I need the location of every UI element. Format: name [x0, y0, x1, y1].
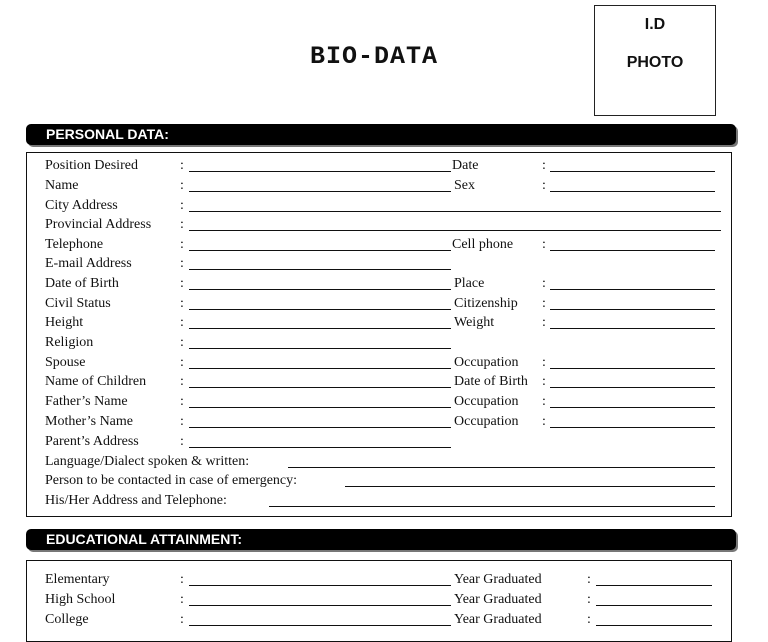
row-emergency-contact — [45, 471, 725, 491]
label-children-date-of-birth: Date of Birth — [454, 374, 528, 389]
photo-label-photo: PHOTO — [626, 54, 684, 71]
colon: : — [180, 178, 184, 193]
colon: : — [542, 374, 546, 389]
row-language — [45, 452, 725, 472]
colon: : — [587, 612, 591, 627]
colon: : — [180, 237, 184, 252]
colon: : — [542, 355, 546, 370]
label-city-address: City Address — [45, 198, 118, 213]
label-cell-phone: Cell phone — [452, 237, 514, 252]
row-children — [45, 372, 725, 392]
colon: : — [180, 335, 184, 350]
row-position — [45, 156, 725, 176]
field-telephone[interactable] — [189, 235, 451, 251]
colon: : — [180, 355, 184, 370]
field-children-date-of-birth[interactable] — [550, 372, 715, 388]
field-elementary-year[interactable] — [596, 570, 712, 586]
row-parents-address — [45, 432, 725, 452]
colon: : — [180, 296, 184, 311]
field-fathers-name[interactable] — [189, 392, 451, 408]
row-telephone — [45, 235, 725, 255]
label-college: College — [45, 612, 89, 627]
label-name-of-children: Name of Children — [45, 374, 147, 389]
colon: : — [542, 237, 546, 252]
colon: : — [542, 276, 546, 291]
field-height[interactable] — [189, 313, 451, 329]
label-religion: Religion — [45, 335, 94, 350]
colon: : — [542, 296, 546, 311]
label-provincial-address: Provincial Address — [45, 217, 152, 232]
row-father — [45, 392, 725, 412]
label-telephone: Telephone — [45, 237, 104, 252]
label-emergency-address: His/Her Address and Telephone: — [45, 493, 227, 508]
label-language: Language/Dialect spoken & written: — [45, 454, 250, 469]
field-place[interactable] — [550, 274, 715, 290]
label-position-desired: Position Desired — [45, 158, 138, 173]
label-high-school: High School — [45, 592, 116, 607]
field-weight[interactable] — [550, 313, 715, 329]
label-mothers-name: Mother’s Name — [45, 414, 133, 429]
field-high-school-year[interactable] — [596, 590, 712, 606]
colon: : — [180, 158, 184, 173]
colon: : — [180, 394, 184, 409]
row-city-address — [45, 196, 725, 216]
row-emergency-address — [45, 491, 725, 511]
field-emergency-address[interactable] — [269, 491, 715, 507]
colon: : — [587, 592, 591, 607]
row-email — [45, 254, 725, 274]
row-provincial-address — [45, 215, 725, 235]
colon: : — [180, 374, 184, 389]
label-parents-address: Parent’s Address — [45, 434, 139, 449]
field-mothers-name[interactable] — [189, 412, 451, 428]
field-high-school[interactable] — [189, 590, 451, 606]
label-college-year: Year Graduated — [454, 612, 542, 627]
row-name — [45, 176, 725, 196]
label-civil-status: Civil Status — [45, 296, 111, 311]
field-citizenship[interactable] — [550, 294, 715, 310]
field-civil-status[interactable] — [189, 294, 451, 310]
row-civil-status — [45, 294, 725, 314]
field-name[interactable] — [189, 176, 451, 192]
colon: : — [180, 414, 184, 429]
field-email[interactable] — [189, 254, 451, 270]
label-place: Place — [454, 276, 485, 291]
row-elementary — [45, 570, 725, 590]
label-emergency-contact: Person to be contacted in case of emergency: — [45, 473, 298, 488]
label-fathers-name: Father’s Name — [45, 394, 128, 409]
colon: : — [542, 414, 546, 429]
field-father-occupation[interactable] — [550, 392, 715, 408]
colon: : — [542, 158, 546, 173]
colon: : — [180, 315, 184, 330]
label-name: Name — [45, 178, 79, 193]
field-elementary[interactable] — [189, 570, 451, 586]
label-elementary: Elementary — [45, 572, 110, 587]
field-sex[interactable] — [550, 176, 715, 192]
photo-label-id: I.D — [644, 16, 666, 33]
label-email: E-mail Address — [45, 256, 132, 271]
field-cell-phone[interactable] — [550, 235, 715, 251]
colon: : — [542, 394, 546, 409]
colon: : — [180, 572, 184, 587]
field-language[interactable] — [288, 452, 715, 468]
colon: : — [180, 256, 184, 271]
colon: : — [180, 612, 184, 627]
colon: : — [180, 434, 184, 449]
colon: : — [180, 592, 184, 607]
field-emergency-contact[interactable] — [345, 471, 715, 487]
label-spouse-occupation: Occupation — [454, 355, 519, 370]
row-mother — [45, 412, 725, 432]
field-college[interactable] — [189, 610, 451, 626]
field-religion[interactable] — [189, 333, 451, 349]
label-sex: Sex — [454, 178, 475, 193]
label-citizenship: Citizenship — [454, 296, 518, 311]
id-photo-box — [594, 5, 716, 116]
colon: : — [542, 315, 546, 330]
row-height — [45, 313, 725, 333]
row-high-school — [45, 590, 725, 610]
colon: : — [180, 276, 184, 291]
field-college-year[interactable] — [596, 610, 712, 626]
field-spouse[interactable] — [189, 353, 451, 369]
field-spouse-occupation[interactable] — [550, 353, 715, 369]
label-father-occupation: Occupation — [454, 394, 519, 409]
label-mother-occupation: Occupation — [454, 414, 519, 429]
colon: : — [180, 217, 184, 232]
field-date-of-birth[interactable] — [189, 274, 451, 290]
label-spouse: Spouse — [45, 355, 86, 370]
personal-data-heading: PERSONAL DATA: — [26, 124, 736, 145]
field-mother-occupation[interactable] — [550, 412, 715, 428]
row-college — [45, 610, 725, 630]
row-religion — [45, 333, 725, 353]
field-date[interactable] — [550, 156, 715, 172]
field-provincial-address[interactable] — [189, 215, 721, 231]
education-heading: EDUCATIONAL ATTAINMENT: — [26, 529, 736, 550]
field-parents-address[interactable] — [189, 432, 451, 448]
field-name-of-children[interactable] — [189, 372, 451, 388]
field-city-address[interactable] — [189, 196, 721, 212]
label-weight: Weight — [454, 315, 495, 330]
colon: : — [542, 178, 546, 193]
colon: : — [180, 198, 184, 213]
row-spouse — [45, 353, 725, 373]
label-date-of-birth: Date of Birth — [45, 276, 119, 291]
row-date-of-birth — [45, 274, 725, 294]
field-position-desired[interactable] — [189, 156, 451, 172]
label-high-school-year: Year Graduated — [454, 592, 542, 607]
colon: : — [587, 572, 591, 587]
label-height: Height — [45, 315, 84, 330]
label-date: Date — [452, 158, 479, 173]
form-title: BIO-DATA — [310, 42, 439, 71]
label-elementary-year: Year Graduated — [454, 572, 542, 587]
